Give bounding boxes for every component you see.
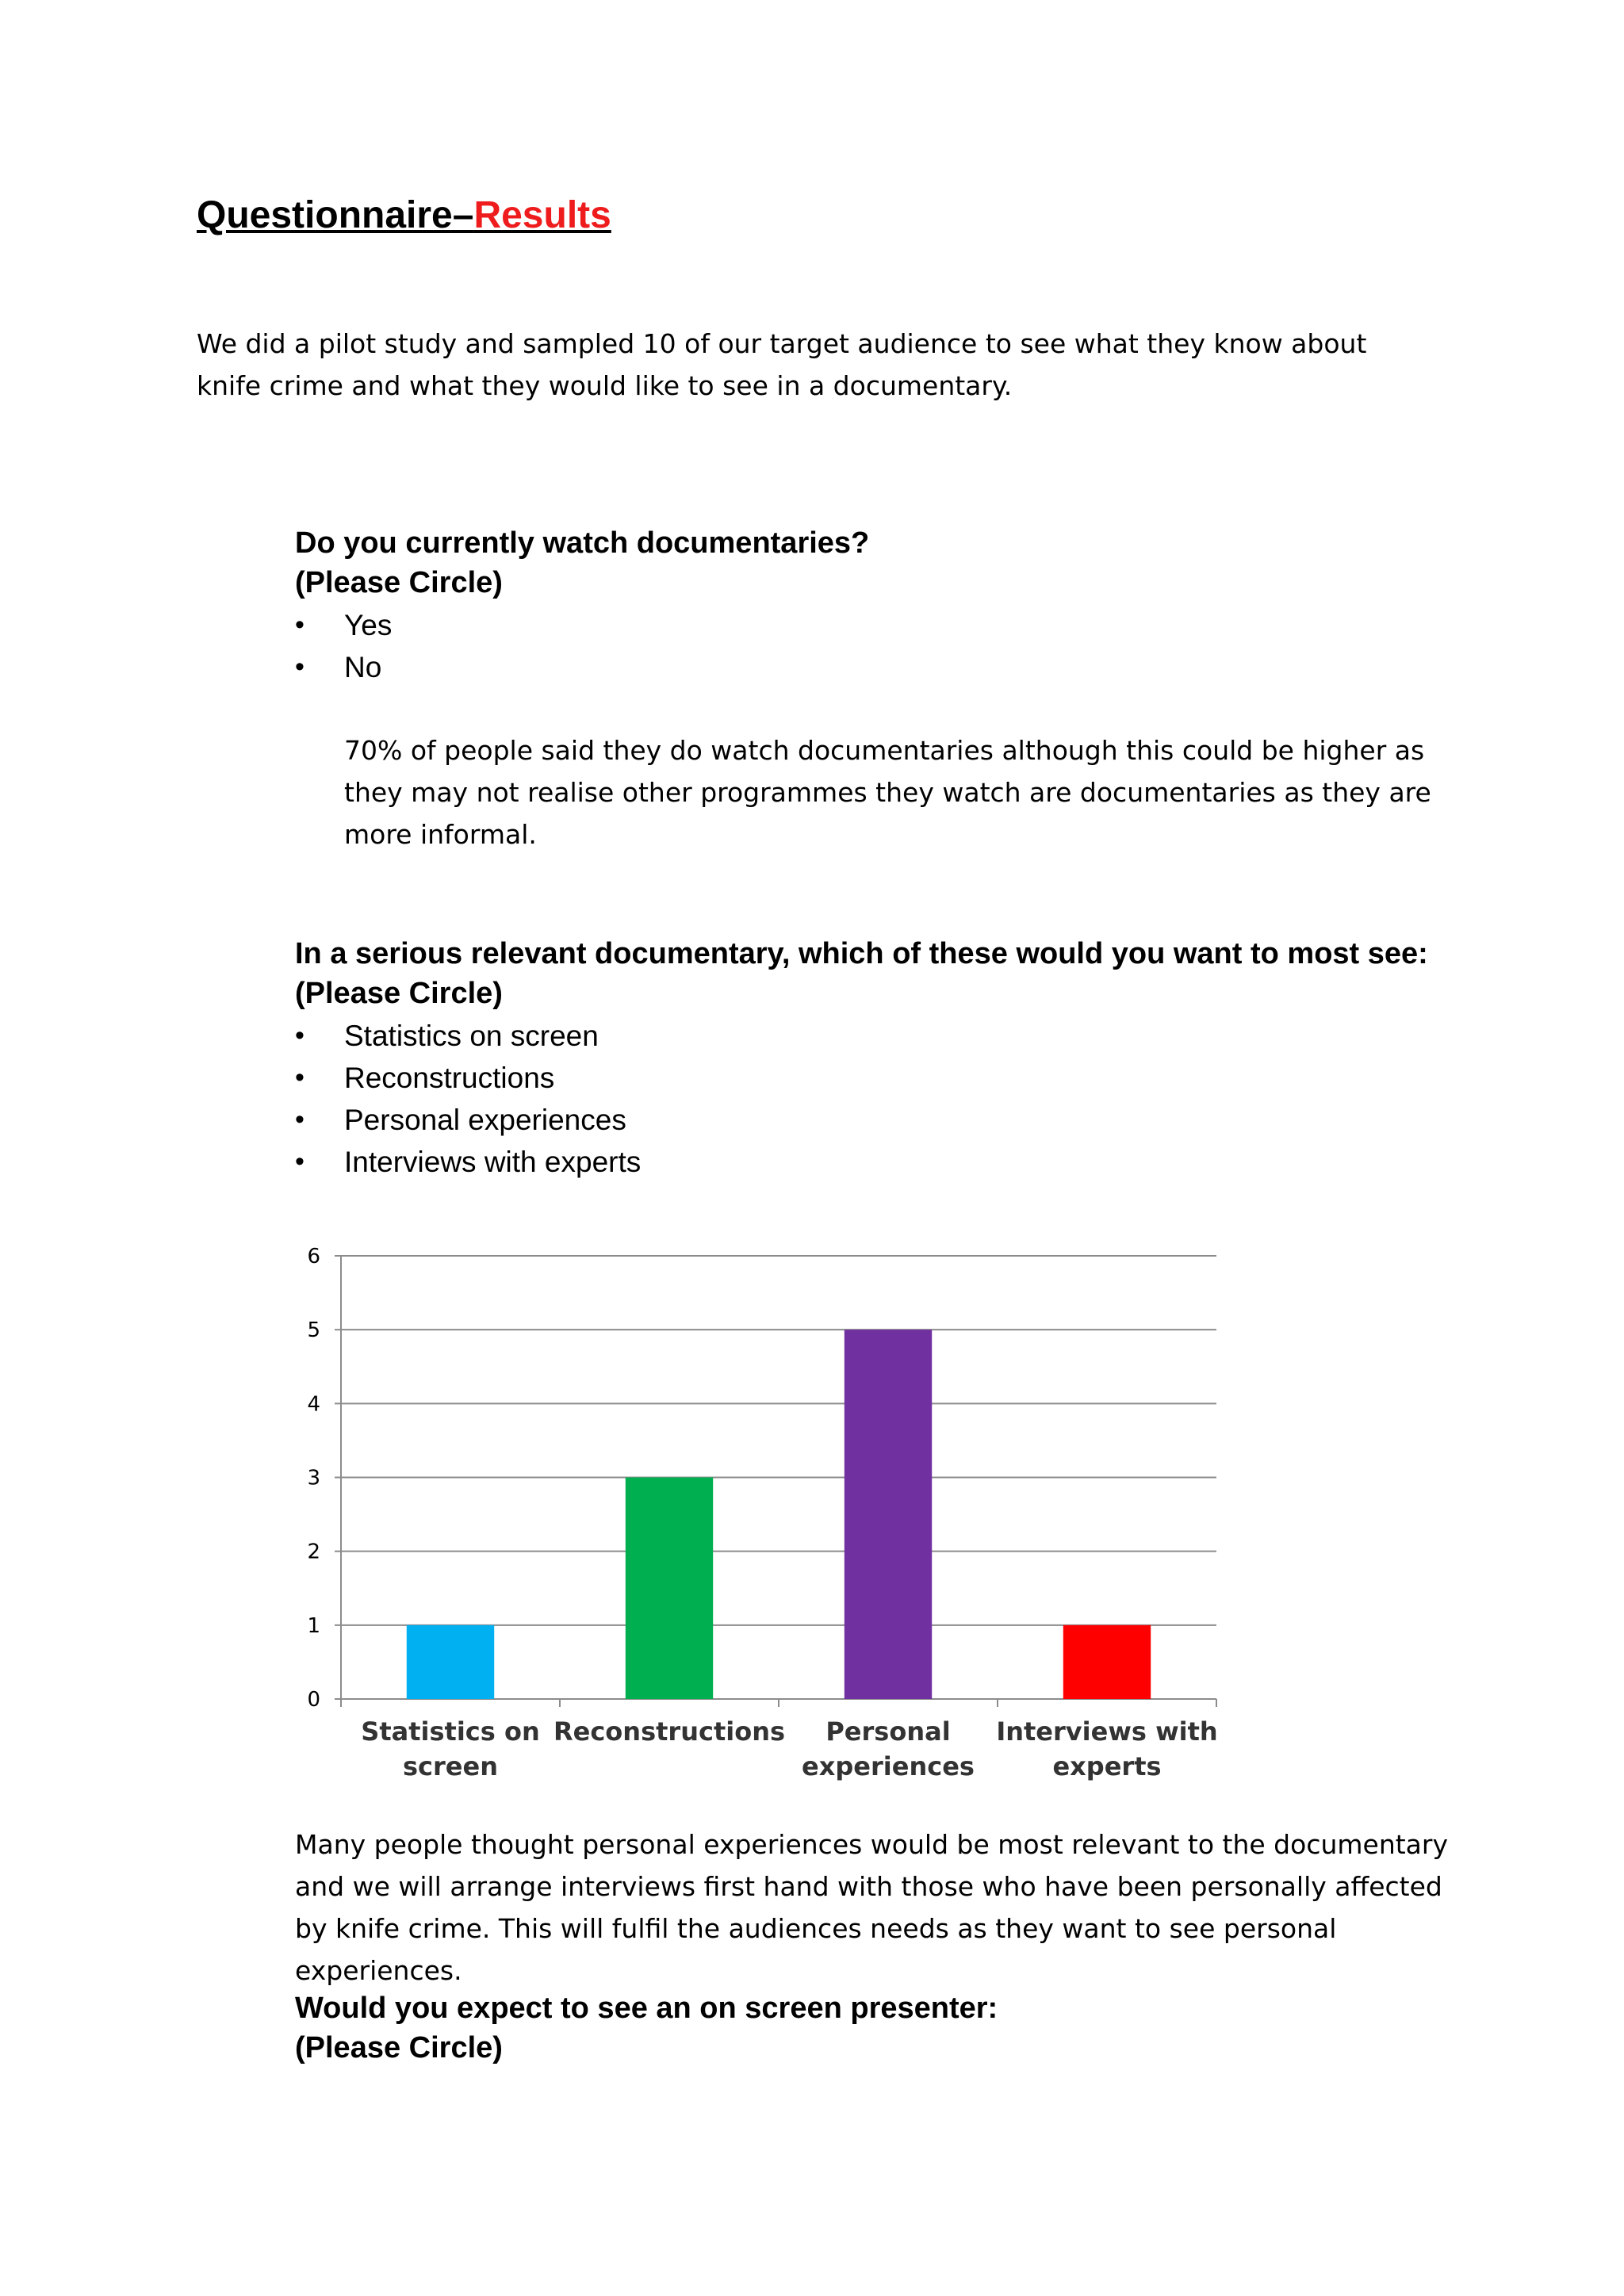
option-yes: • Yes bbox=[295, 604, 392, 646]
bar-1 bbox=[407, 1625, 494, 1699]
question-2-instruction: (Please Circle) bbox=[295, 977, 503, 1010]
question-1-instruction: (Please Circle) bbox=[295, 566, 503, 599]
y-tick-label: 0 bbox=[307, 1688, 320, 1712]
title-main: Questionnaire– bbox=[197, 194, 474, 236]
question-1-text: Do you currently watch documentaries? bbox=[295, 526, 870, 560]
question-1-result: 70% of people said they do watch documentaries although this could be higher as they may not realise other programmes they watch are documentaries as they are more informal. bbox=[344, 735, 1431, 850]
option-no: • No bbox=[295, 646, 392, 688]
option-interviews: • Interviews with experts bbox=[295, 1141, 641, 1183]
page-title bbox=[197, 193, 611, 237]
y-tick-label: 1 bbox=[307, 1613, 320, 1638]
question-2-text: In a serious relevant documentary, which of these would you want to most see: bbox=[295, 937, 1428, 970]
title-highlight: Results bbox=[473, 194, 611, 236]
category-label: Interviews with experts bbox=[996, 1716, 1218, 1781]
option-statistics: • Statistics on screen bbox=[295, 1015, 641, 1057]
category-label: Reconstructions bbox=[553, 1716, 786, 1747]
category-label: Personal experiences bbox=[802, 1716, 975, 1781]
question-3-text: Would you expect to see an on screen presenter: bbox=[295, 1992, 998, 2025]
question-1-options bbox=[295, 604, 392, 688]
bar-chart bbox=[278, 1229, 1229, 1800]
bar-2 bbox=[626, 1478, 713, 1700]
y-tick-label: 3 bbox=[307, 1466, 320, 1490]
y-tick-label: 2 bbox=[307, 1540, 320, 1564]
bar-4 bbox=[1063, 1625, 1151, 1699]
question-2 bbox=[295, 934, 1532, 1013]
category-label: Statistics on screen bbox=[361, 1716, 540, 1781]
option-personal-experiences: • Personal experiences bbox=[295, 1099, 641, 1141]
intro-paragraph: We did a pilot study and sampled 10 of our target audience to see what they know about knife crime and what they would like to see in a documentary. bbox=[197, 328, 1367, 401]
option-reconstructions: • Reconstructions bbox=[295, 1057, 641, 1099]
y-tick-label: 4 bbox=[307, 1392, 320, 1417]
question-1 bbox=[295, 523, 1484, 603]
y-tick-label: 5 bbox=[307, 1318, 320, 1343]
y-tick-label: 6 bbox=[307, 1245, 320, 1269]
question-2-options bbox=[295, 1015, 641, 1183]
question-3 bbox=[295, 1988, 1484, 2068]
bar-3 bbox=[845, 1330, 932, 1699]
question-3-instruction: (Please Circle) bbox=[295, 2031, 503, 2064]
question-2-result: Many people thought personal experiences would be most relevant to the documentary and we will arrange interviews first hand with those who have been personally affected by knife crime. This will fulfil the audiences needs as they want to see personal experiences. bbox=[295, 1829, 1448, 1986]
